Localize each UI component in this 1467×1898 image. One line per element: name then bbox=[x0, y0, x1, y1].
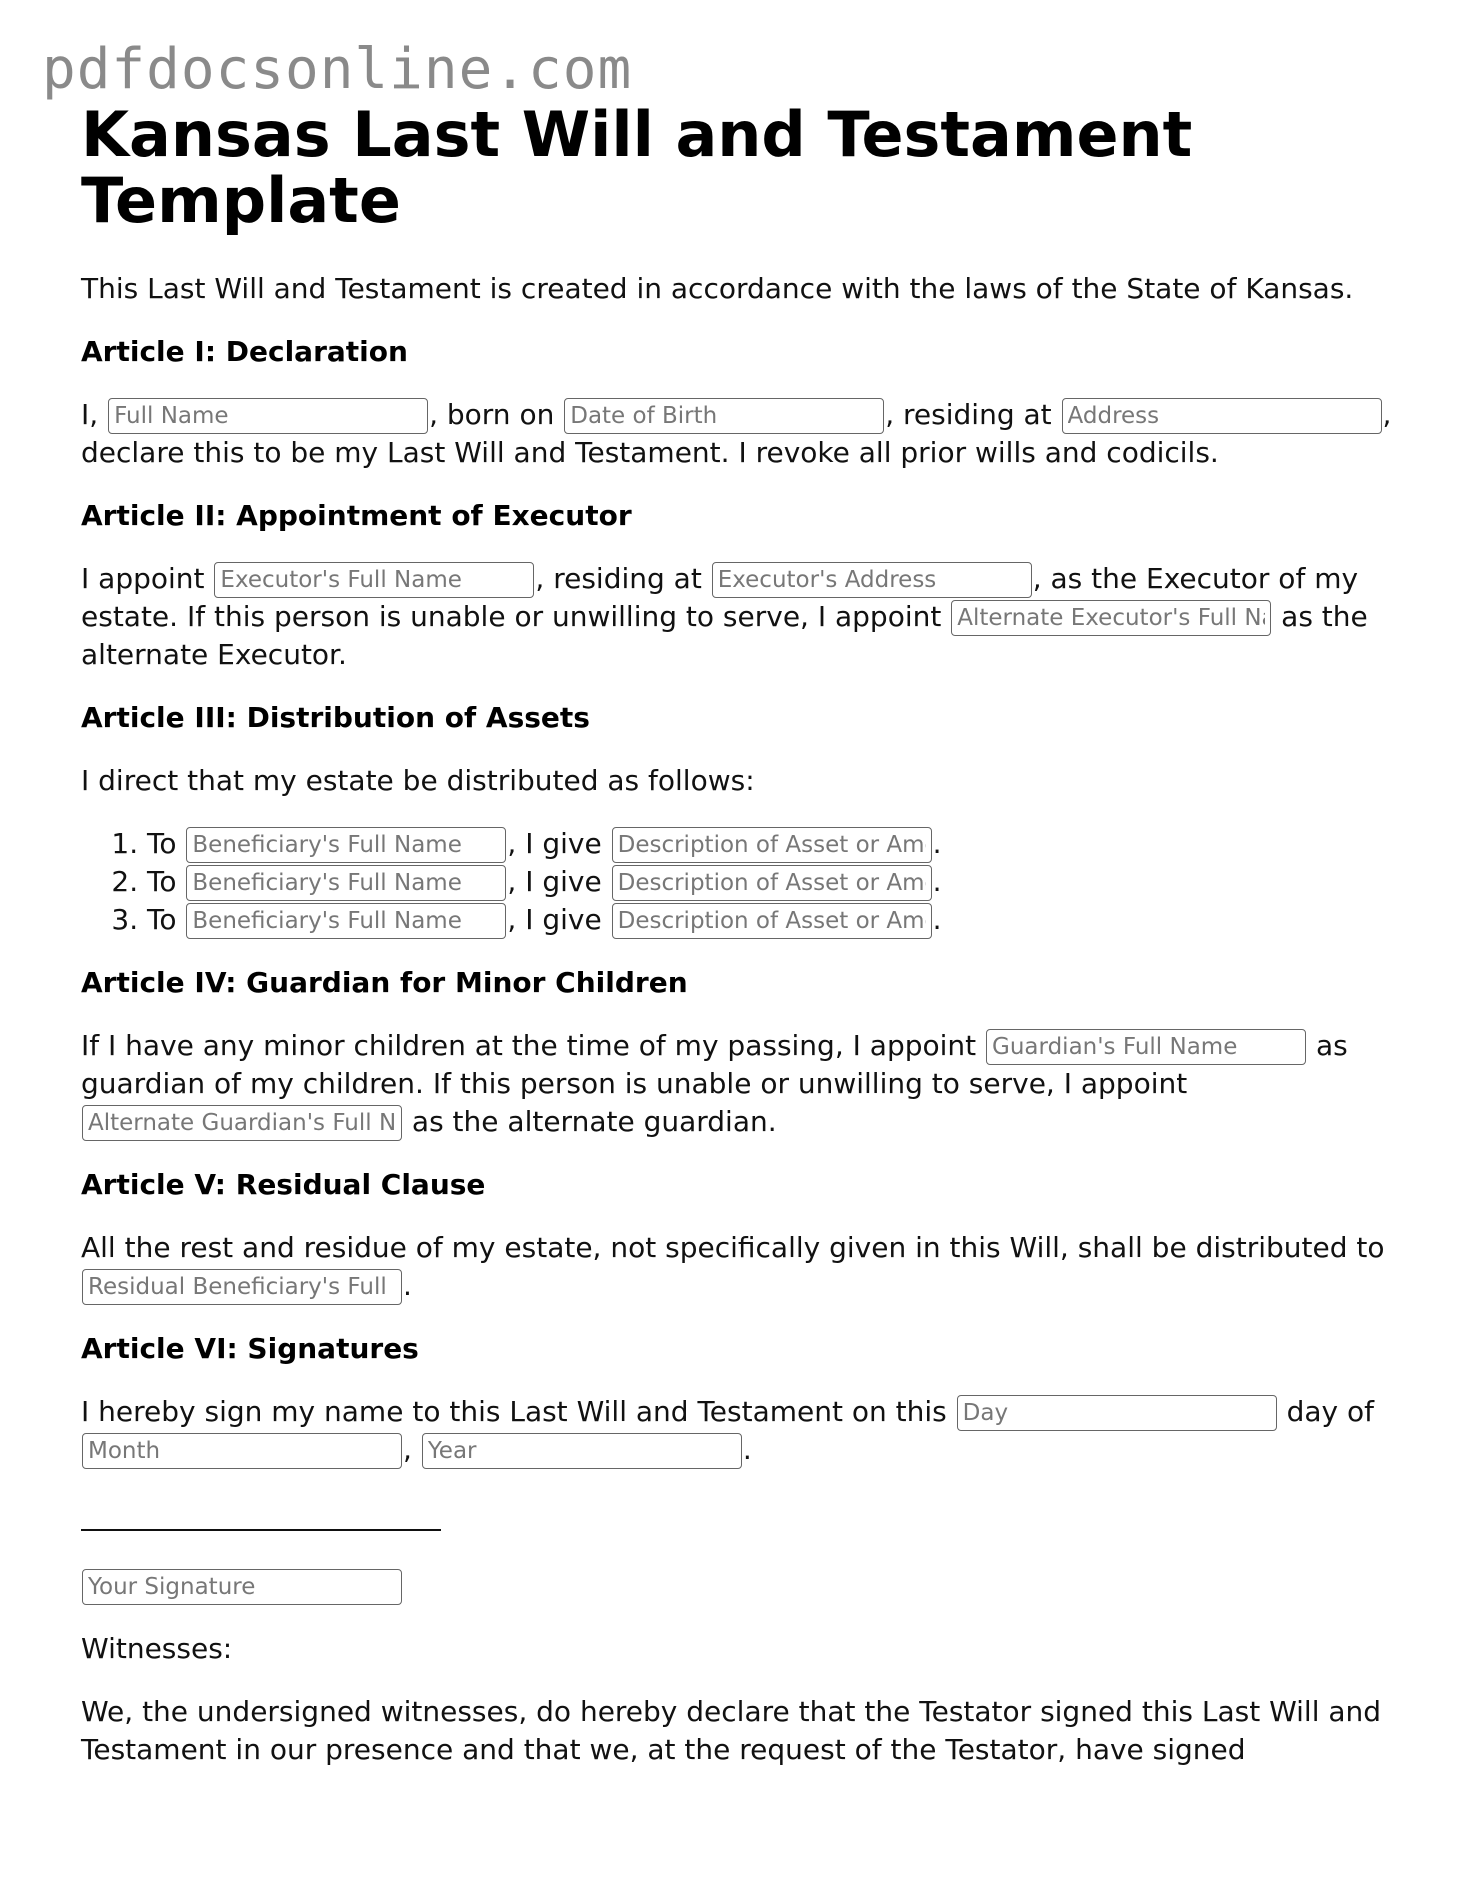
list-item: 3. To Beneficiary's Full Name , I give Description of Asset or Amount . bbox=[147, 901, 1411, 939]
alternate-guardian-field[interactable] bbox=[82, 1105, 402, 1141]
article-5-heading: Article V: Residual Clause bbox=[81, 1168, 486, 1201]
asset-1-field[interactable] bbox=[612, 827, 932, 863]
article-5-paragraph: All the rest and residue of my estate, not specifically given in this Will, shall be distributed to Residual Beneficiary's Full Name. bbox=[81, 1229, 1411, 1305]
page-title: Kansas Last Will and Testament Template bbox=[81, 98, 1193, 237]
article-6-heading: Article VI: Signatures bbox=[81, 1332, 419, 1365]
month-field[interactable] bbox=[82, 1433, 402, 1469]
asset-2-field[interactable] bbox=[612, 865, 932, 901]
article-2-heading: Article II: Appointment of Executor bbox=[81, 499, 632, 532]
address-field[interactable] bbox=[1062, 398, 1382, 434]
beneficiary-3-field[interactable] bbox=[186, 903, 506, 939]
witnesses-label: Witnesses: bbox=[81, 1632, 233, 1665]
year-field[interactable] bbox=[422, 1433, 742, 1469]
list-item: 1. To Beneficiary's Full Name , I give Description of Asset or Amount . bbox=[147, 825, 1411, 863]
beneficiary-1-field[interactable] bbox=[186, 827, 506, 863]
article-1-heading: Article I: Declaration bbox=[81, 335, 408, 368]
signature-line bbox=[81, 1529, 441, 1531]
date-of-birth-field[interactable] bbox=[564, 398, 884, 434]
executor-name-field[interactable] bbox=[214, 562, 534, 598]
article-3-intro: I direct that my estate be distributed as follows: bbox=[81, 764, 755, 797]
beneficiary-2-field[interactable] bbox=[186, 865, 506, 901]
article-3-heading: Article III: Distribution of Assets bbox=[81, 701, 590, 734]
witnesses-text: We, the undersigned witnesses, do hereby declare that the Testator signed this Last Will and Testament in our presence and that we, at the request of the Testator, have signed bbox=[81, 1695, 1382, 1766]
guardian-field[interactable] bbox=[986, 1029, 1306, 1065]
article-2-paragraph: I appoint Executor's Full Name , residing at Executor's Address , as the Executor of my estate. If this person is unable or unwilling to serve, I appoint Alternate Executor's Full Name as the alternate Executor. bbox=[81, 560, 1411, 674]
alternate-executor-field[interactable] bbox=[951, 600, 1271, 636]
asset-3-field[interactable] bbox=[612, 903, 932, 939]
full-name-field[interactable] bbox=[108, 398, 428, 434]
article-4-heading: Article IV: Guardian for Minor Children bbox=[81, 966, 688, 999]
executor-address-field[interactable] bbox=[712, 562, 1032, 598]
distribution-list bbox=[81, 825, 1411, 939]
watermark: pdfdocsonline.com bbox=[42, 37, 633, 102]
article-6-paragraph: I hereby sign my name to this Last Will and Testament on this Day day of Month, Year . bbox=[81, 1393, 1411, 1469]
document-page bbox=[81, 98, 1411, 1769]
intro-text: This Last Will and Testament is created in accordance with the laws of the State of Kansas. bbox=[81, 272, 1354, 305]
day-field[interactable] bbox=[957, 1395, 1277, 1431]
list-item: 2. To Beneficiary's Full Name , I give Description of Asset or Amount . bbox=[147, 863, 1411, 901]
article-1-paragraph: I, Full Name , born on Date of Birth , residing at Address , declare this to be my Last Will and Testament. I revoke all prior wills and codicils. bbox=[81, 396, 1411, 472]
residual-beneficiary-field[interactable] bbox=[82, 1269, 402, 1305]
article-4-paragraph: If I have any minor children at the time of my passing, I appoint Guardian's Full Name as guardian of my children. If this person is unable or unwilling to serve, I appoint Alternate Guardian's Full Name as the alternate guardian. bbox=[81, 1027, 1411, 1141]
signature-field[interactable] bbox=[82, 1569, 402, 1605]
signature-row bbox=[81, 1569, 1411, 1605]
